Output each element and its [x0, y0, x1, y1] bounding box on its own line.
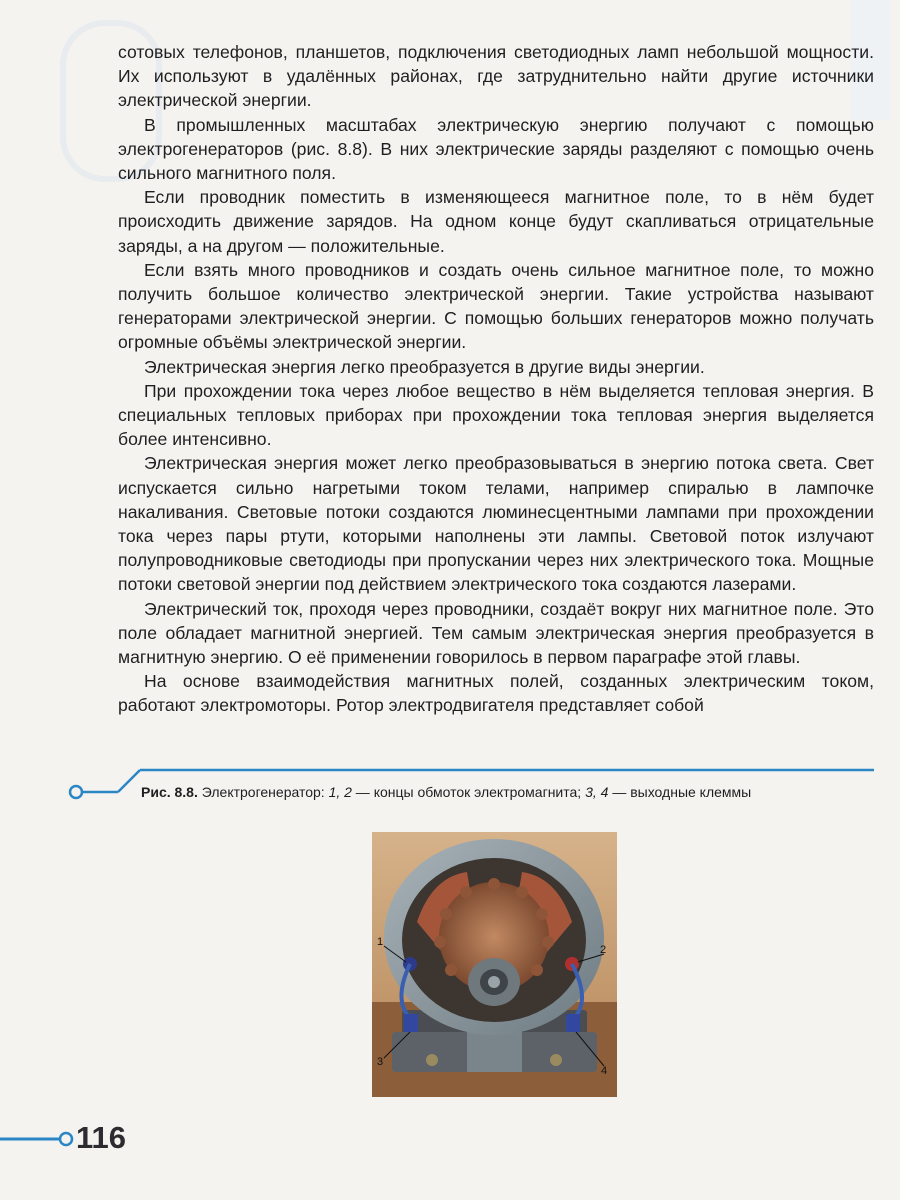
marker-4: 4	[601, 1065, 608, 1077]
paragraph: Электрическая энергия легко преобразуется в другие виды энергии.	[144, 356, 705, 377]
generator-illustration	[372, 832, 617, 1097]
caption-italic: 3, 4	[585, 784, 609, 800]
paragraph: Если проводник поместить в изменяющееся магнитное поле, то в нём будет происходить движение зарядов. На одном конце будут скапливаться отрицательные заряды, а на другом — положительные.	[118, 187, 874, 256]
paragraph: В промышленных масштабах электрическую энергию получают с помощью электрогенераторов (рис. 8.8). В них электрические заряды разделяют с помощью очень сильного магнитного поля.	[118, 114, 874, 184]
paragraph: сотовых телефонов, планшетов, подключения светодиодных ламп небольшой мощности. Их используют в удалённых районах, где затруднительно найти другие источники электрической энергии.	[118, 42, 874, 111]
caption-italic: 1, 2	[328, 784, 352, 800]
paragraph: На основе взаимодействия магнитных полей, созданных электрическим током, работают электромоторы. Ротор электродвигателя представляет собой	[118, 671, 874, 716]
paragraph: При прохождении тока через любое вещество в нём выделяется тепловая энергия. В специальных тепловых приборах при прохождении тока тепловая энергия выделяется более интенсивно.	[118, 380, 874, 450]
figure-caption	[141, 783, 873, 802]
marker-1: 1	[377, 936, 384, 948]
marker-2: 2	[600, 944, 607, 956]
page-number: 116	[76, 1120, 127, 1155]
caption-text: — концы обмоток электромагнита;	[351, 784, 586, 800]
paragraph: Электрический ток, проходя через проводники, создаёт вокруг них магнитное поле. Это поле обладает магнитной энергией. Тем самым электрическая энергия преобразуется в магнитную энергию. О её применении говорилось в первом параграфе этой главы.	[118, 598, 874, 668]
marker-3: 3	[377, 1056, 384, 1068]
figure-label: Рис. 8.8.	[141, 784, 198, 800]
caption-text: Электрогенератор:	[201, 784, 329, 800]
body-text	[118, 40, 874, 718]
caption-text: — выходные клеммы	[608, 784, 752, 800]
paragraph: Если взять много проводников и создать очень сильное магнитное поле, то можно получить большое количество электрической энергии. Такие устройства называют генераторами электрической энергии. С помощью больших генераторов можно получать огромные объёмы электрической энергии.	[118, 259, 874, 353]
paragraph: Электрическая энергия может легко преобразовываться в энергию потока света. Свет испускается сильно нагретыми током телами, например спиралью в лампочке накаливания. Световые потоки создаются люминесцентными лампами при прохождении тока через пары ртути, которыми наполнены эти лампы. Световой поток излучают полупроводниковые светодиоды при пропускании через них электрического тока. Мощные потоки световой энергии под действием электрического тока создаются лазерами.	[118, 453, 874, 595]
generator-photo	[372, 832, 617, 1097]
